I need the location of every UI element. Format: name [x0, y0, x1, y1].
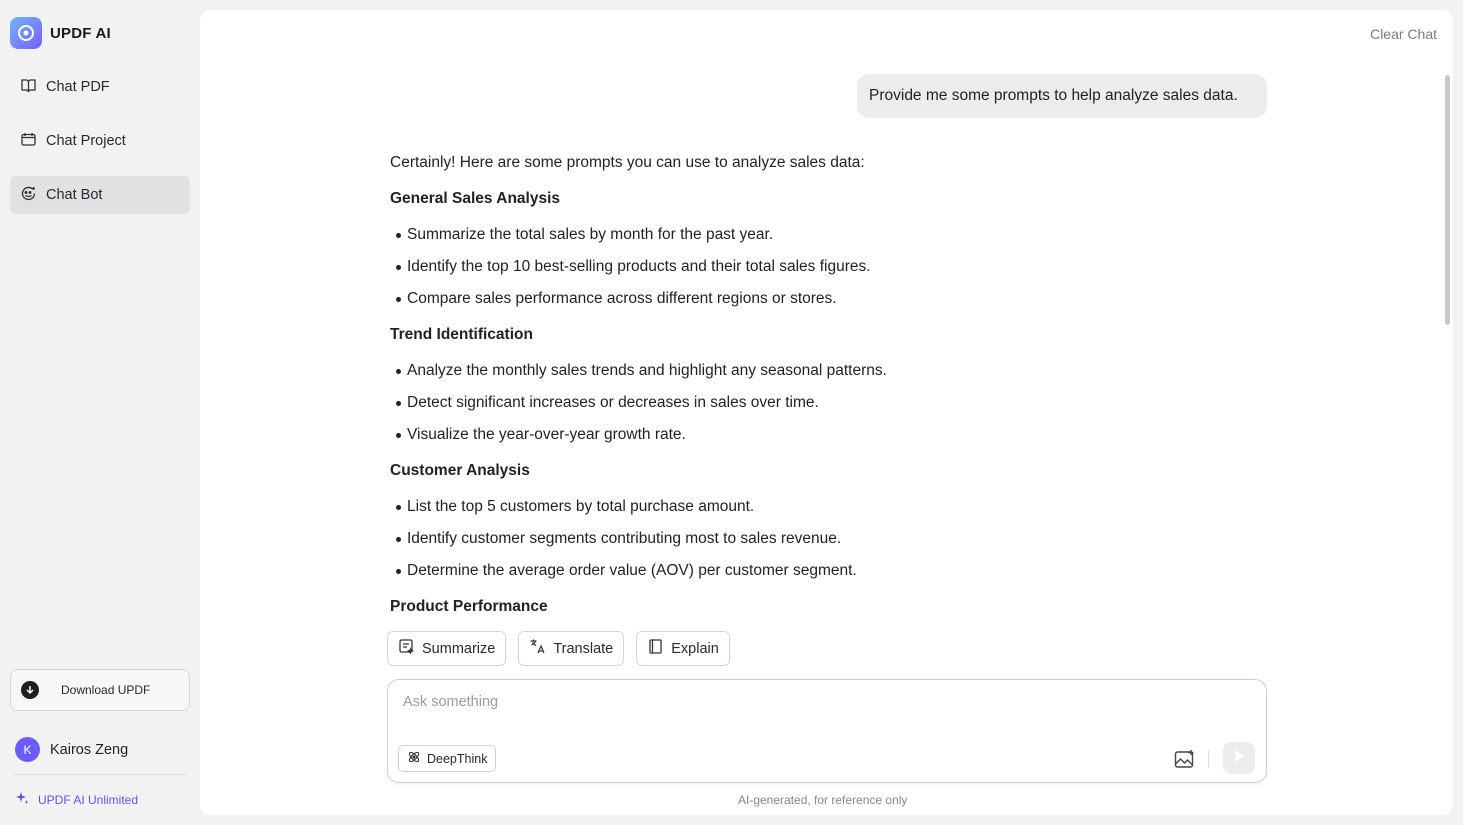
- translate-button[interactable]: [518, 631, 624, 666]
- user-profile[interactable]: [15, 737, 128, 762]
- image-upload-icon[interactable]: [1172, 746, 1198, 772]
- answer-heading: Product Performance: [390, 598, 548, 615]
- user-message-bubble: [857, 74, 1267, 118]
- bot-face-icon: [20, 185, 37, 206]
- sidebar: [0, 0, 200, 825]
- list-item: Determine the average order value (AOV) per customer segment.: [390, 561, 1090, 597]
- quick-actions: [387, 631, 730, 666]
- disclaimer: AI-generated, for reference only: [738, 793, 908, 807]
- summarize-button[interactable]: [387, 631, 506, 666]
- folder-icon: [20, 131, 37, 152]
- chat-panel: [200, 10, 1453, 815]
- explain-button[interactable]: [636, 631, 730, 666]
- summarize-icon: [398, 638, 415, 659]
- list-item: Analyze the monthly sales trends and highlight any seasonal patterns.: [390, 361, 1090, 393]
- sidebar-item-label: Chat Project: [46, 133, 126, 149]
- download-label: Download UPDF: [61, 683, 151, 697]
- user-name: Kairos Zeng: [50, 741, 129, 758]
- list-item: Identify the top 10 best-selling products and their total sales figures.: [390, 257, 1090, 289]
- download-icon: [21, 681, 39, 699]
- sidebar-item-label: Chat Bot: [46, 187, 103, 203]
- deepthink-label: DeepThink: [427, 751, 488, 766]
- answer-heading: Trend Identification: [390, 326, 533, 343]
- translate-icon: [529, 638, 546, 659]
- scrollbar[interactable]: [1445, 75, 1450, 325]
- clear-chat-button[interactable]: Clear Chat: [1370, 26, 1437, 42]
- send-icon: [1232, 749, 1246, 768]
- divider: [14, 774, 186, 775]
- answer-heading: General Sales Analysis: [390, 190, 561, 207]
- book-icon: [647, 638, 664, 659]
- sparkle-icon: [15, 791, 29, 808]
- deepthink-toggle[interactable]: [398, 745, 496, 772]
- atom-icon: [407, 750, 421, 767]
- sidebar-item-chat-bot[interactable]: [10, 176, 190, 214]
- upgrade-link[interactable]: [15, 791, 138, 808]
- list-item: Visualize the year-over-year growth rate.: [390, 425, 1090, 461]
- list-item: Identify customer segments contributing most to sales revenue.: [390, 529, 1090, 561]
- explain-label: Explain: [671, 640, 719, 657]
- download-updf-button[interactable]: [10, 669, 190, 711]
- divider: [1208, 750, 1209, 768]
- send-button[interactable]: [1223, 742, 1255, 774]
- book-open-icon: [20, 77, 37, 98]
- user-message-text: Provide me some prompts to help analyze sales data.: [869, 87, 1238, 104]
- ask-input[interactable]: [403, 694, 1163, 710]
- avatar: K: [15, 737, 40, 762]
- upgrade-label: UPDF AI Unlimited: [38, 792, 139, 807]
- message-composer: [387, 679, 1267, 783]
- list-item: List the top 5 customers by total purchase amount.: [390, 497, 1090, 529]
- brand[interactable]: [10, 17, 111, 49]
- sidebar-item-chat-project[interactable]: [10, 122, 190, 160]
- ai-answer: [390, 153, 1090, 633]
- sidebar-nav: [10, 68, 190, 230]
- list-item: Detect significant increases or decreases in sales over time.: [390, 393, 1090, 425]
- answer-intro: Certainly! Here are some prompts you can use to analyze sales data:: [390, 154, 865, 171]
- answer-heading: Customer Analysis: [390, 462, 530, 479]
- sidebar-item-chat-pdf[interactable]: [10, 68, 190, 106]
- sidebar-item-label: Chat PDF: [46, 79, 110, 95]
- list-item: Summarize the total sales by month for the past year.: [390, 225, 1090, 257]
- updf-logo-icon: [10, 17, 42, 49]
- summarize-label: Summarize: [422, 640, 496, 657]
- list-item: Compare sales performance across different regions or stores.: [390, 289, 1090, 325]
- translate-label: Translate: [553, 640, 614, 657]
- brand-title: UPDF AI: [50, 24, 111, 42]
